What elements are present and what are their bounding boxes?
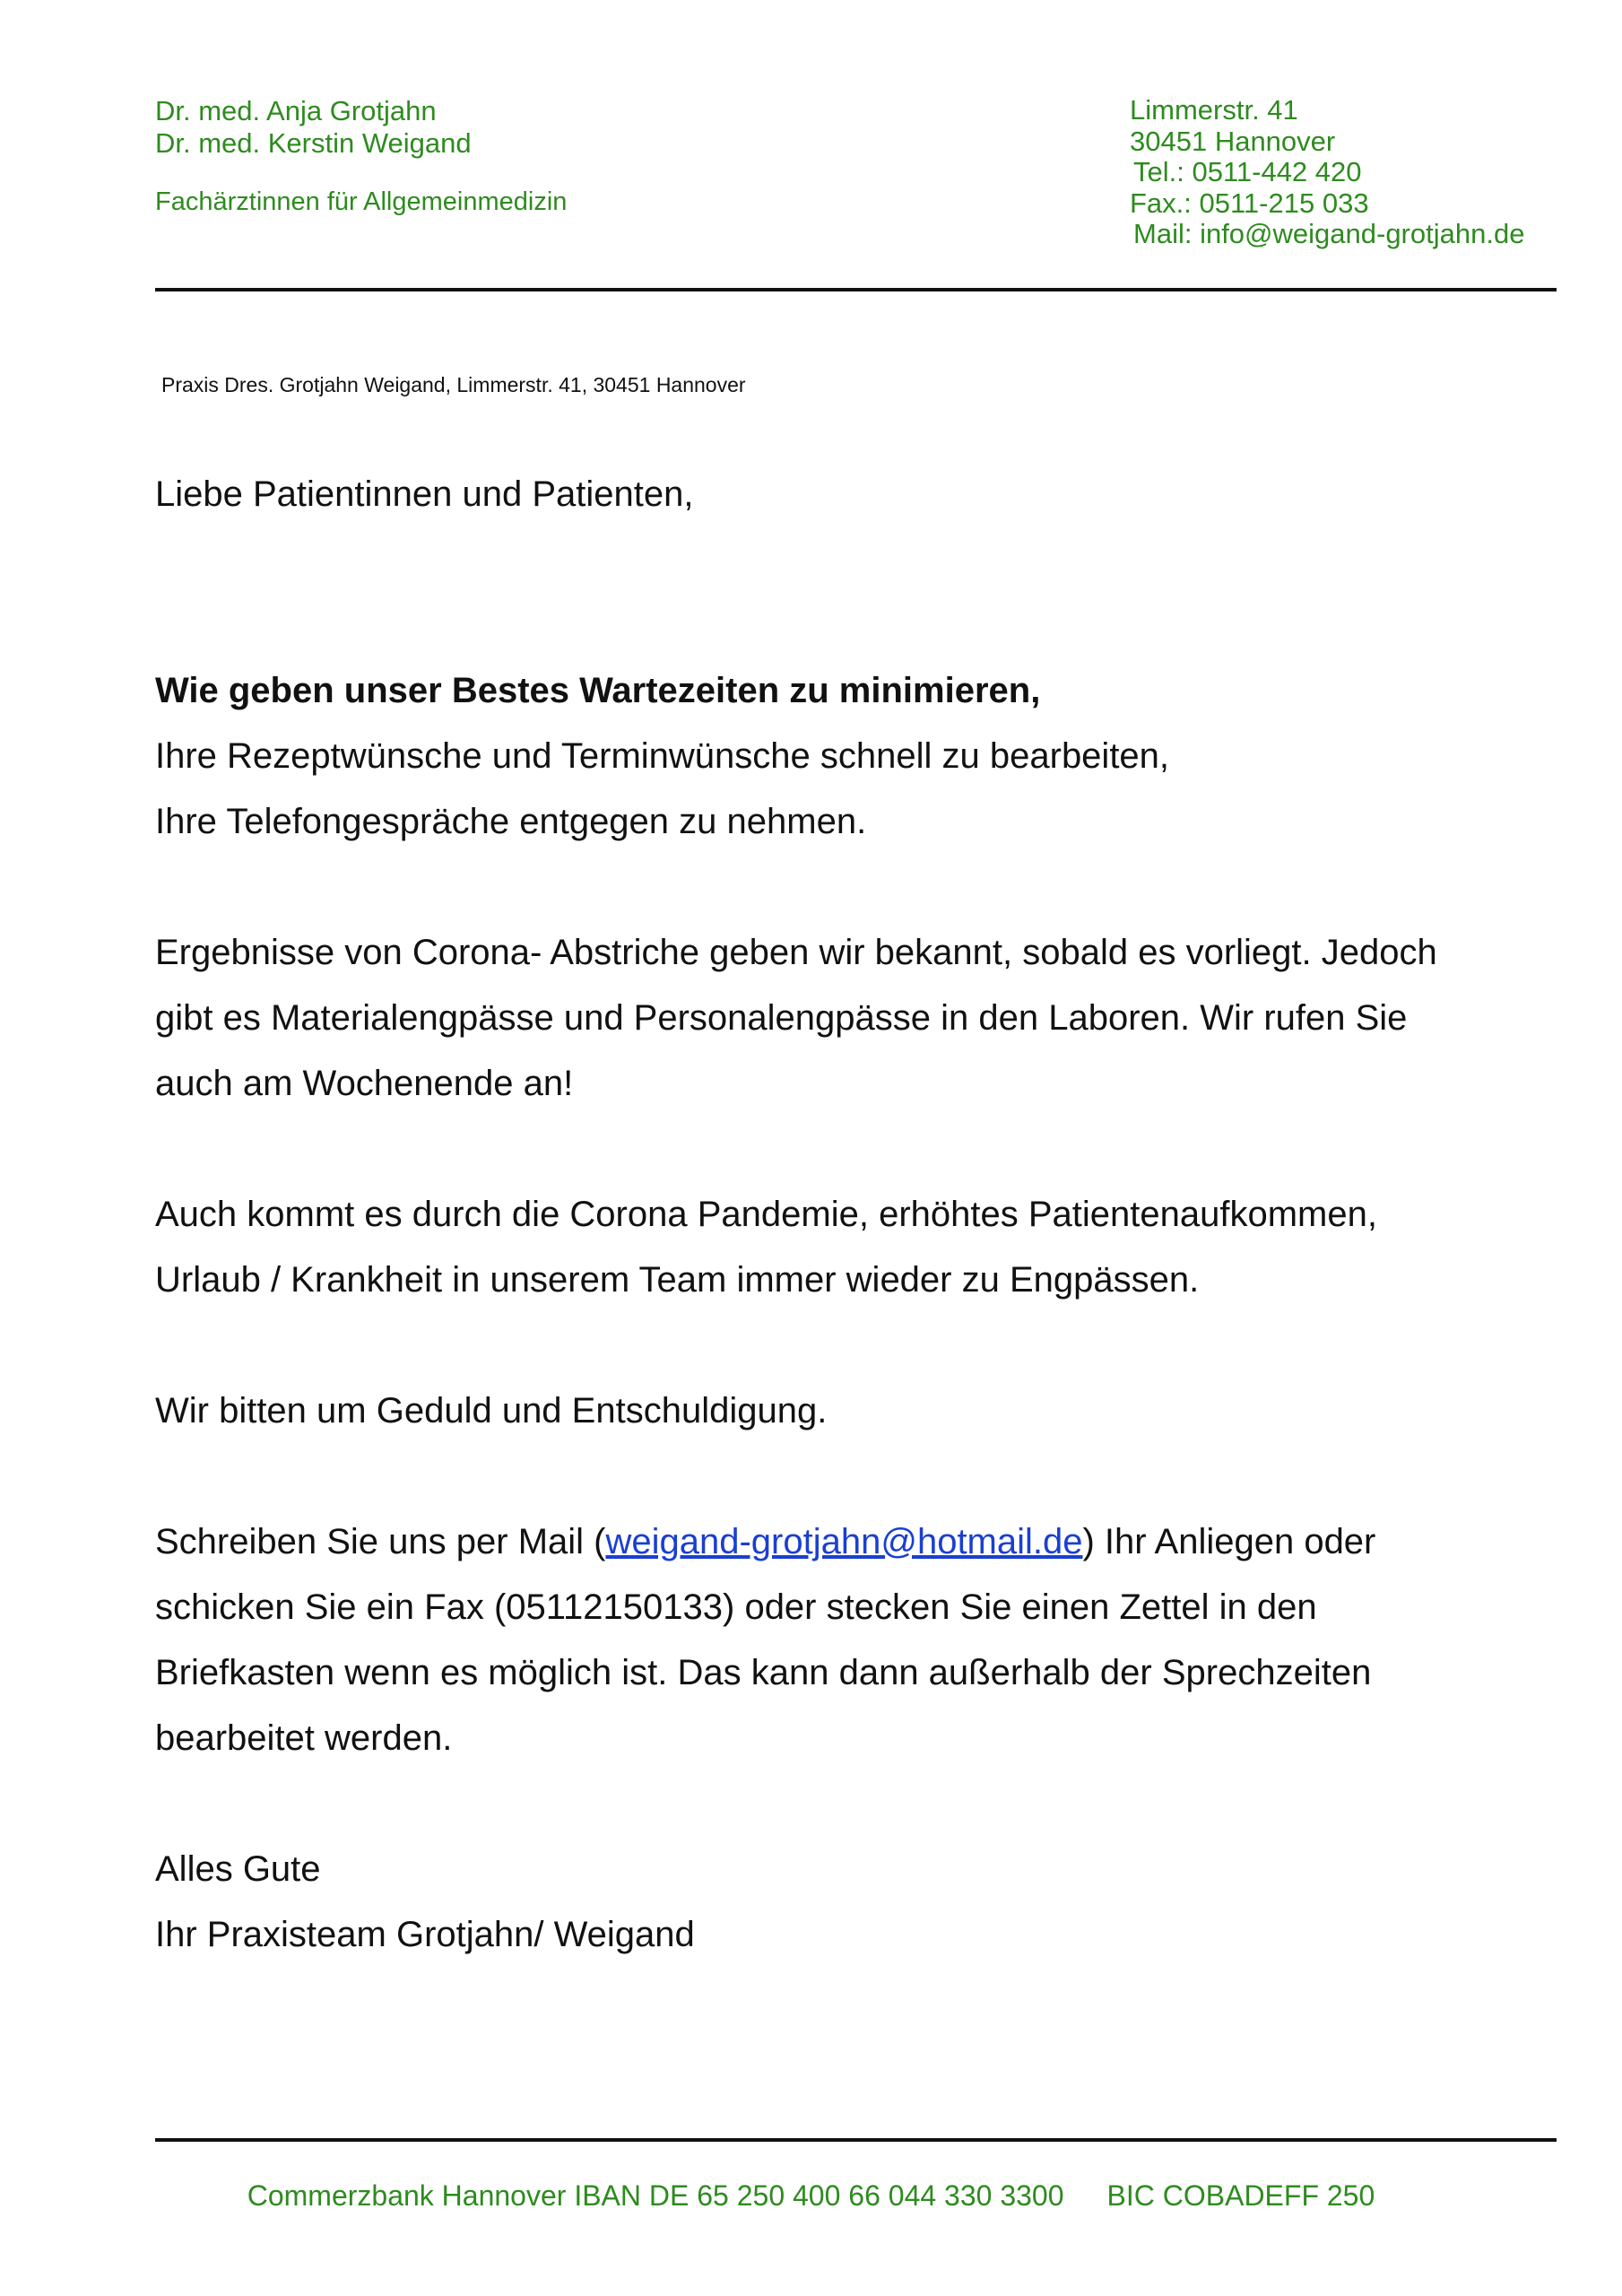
paragraph-2-line-2: gibt es Materialengpässe und Personalengpässe in den Laboren. Wir rufen Sie [155, 998, 1408, 1038]
address-city: 30451 Hannover [1130, 125, 1336, 157]
paragraph-5-post: ) Ihr Anliegen oder [1082, 1522, 1376, 1561]
header-divider [155, 288, 1557, 291]
greeting: Liebe Patientinnen und Patienten, [155, 474, 694, 514]
letterhead-left [155, 95, 567, 218]
specialty: Fachärztinnen für Allgemeinmedizin [155, 187, 568, 216]
paragraph-5-line-4: bearbeitet werden. [155, 1718, 453, 1758]
email-link[interactable]: weigand-grotjahn@hotmail.de [605, 1522, 1083, 1561]
closing: Alles Gute [155, 1849, 321, 1889]
bic: BIC COBADEFF 250 [1106, 2179, 1375, 2212]
paragraph-1-line-2: Ihre Rezeptwünsche und Terminwünsche schnell zu bearbeiten, [155, 736, 1170, 776]
paragraph-5-line-1 [155, 1509, 1554, 1575]
paragraph-5-line-3: Briefkasten wenn es möglich ist. Das kann dann außerhalb der Sprechzeiten [155, 1653, 1372, 1692]
doctor-name-1: Dr. med. Anja Grotjahn [155, 95, 437, 126]
letterhead-right [1130, 95, 1524, 250]
paragraph-5-line-2: schicken Sie ein Fax (05112150133) oder stecken Sie einen Zettel in den [155, 1587, 1317, 1627]
bank-details: Commerzbank Hannover IBAN DE 65 250 400 66 044 330 3300 [247, 2179, 1064, 2212]
footer-divider [155, 2138, 1557, 2142]
paragraph-5-pre: Schreiben Sie uns per Mail ( [155, 1522, 606, 1561]
sender-line: Praxis Dres. Grotjahn Weigand, Limmerstr. 41, 30451 Hannover [161, 373, 746, 396]
footer [0, 2178, 1622, 2213]
paragraph-3-line-1: Auch kommt es durch die Corona Pandemie, erhöhtes Patientenaufkommen, [155, 1195, 1377, 1234]
doctor-name-2: Dr. med. Kerstin Weigand [155, 127, 472, 159]
signature: Ihr Praxisteam Grotjahn/ Weigand [155, 1915, 695, 1954]
fax: Fax.: 0511-215 033 [1130, 187, 1369, 219]
email: Mail: info@weigand-grotjahn.de [1133, 218, 1525, 249]
paragraph-2-line-3: auch am Wochenende an! [155, 1064, 574, 1103]
letter-body [155, 462, 1554, 1968]
phone: Tel.: 0511-442 420 [1133, 156, 1362, 187]
paragraph-1-heading: Wie geben unser Bestes Wartezeiten zu minimieren, [155, 671, 1041, 710]
paragraph-3-line-2: Urlaub / Krankheit in unserem Team immer wieder zu Engpässen. [155, 1260, 1200, 1300]
paragraph-4: Wir bitten um Geduld und Entschuldigung. [155, 1391, 828, 1431]
address-street: Limmerstr. 41 [1130, 94, 1298, 126]
paragraph-2-line-1: Ergebnisse von Corona- Abstriche geben wir bekannt, sobald es vorliegt. Jedoch [155, 933, 1437, 972]
paragraph-1-line-3: Ihre Telefongespräche entgegen zu nehmen. [155, 802, 867, 841]
